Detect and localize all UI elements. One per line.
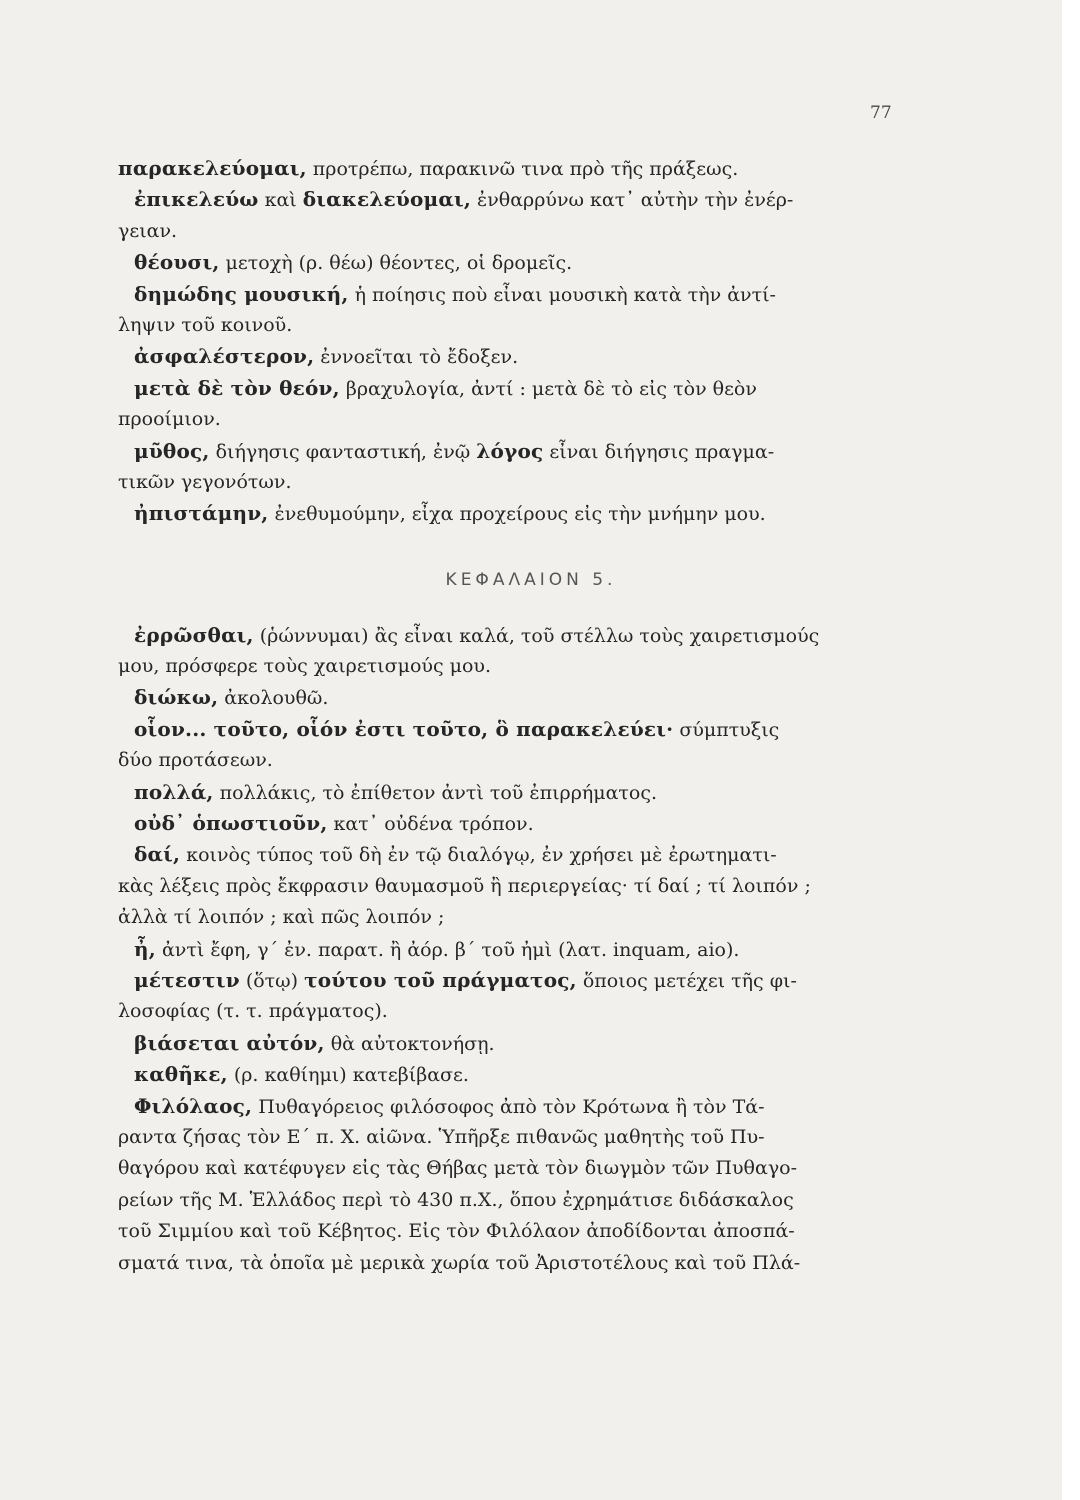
- lemma-term: μετὰ δὲ τὸν θεόν,: [134, 375, 340, 400]
- gloss-text: Πυθαγόρειος φιλόσοφος ἀπὸ τὸν Κρότωνα ἢ τὸν Τά-: [252, 1095, 765, 1118]
- lemma-term: δαί,: [134, 842, 181, 867]
- gloss-text: πολλάκις, τὸ ἐπίθετον ἀντὶ τοῦ ἐπιρρήματος.: [213, 781, 658, 804]
- glossary-entry-line: [118, 965, 894, 996]
- page-number: 77: [870, 103, 892, 123]
- gloss-text: ραντα ζήσας τὸν Ε΄ π. Χ. αἰῶνα. Ὑπῆρξε πιθανῶς μαθητὴς τοῦ Πυ-: [118, 1125, 765, 1148]
- gloss-text: τοῦ Σιμμίου καὶ τοῦ Κέβητος. Εἰς τὸν Φιλόλαον ἀποδίδονται ἀποσπά-: [118, 1220, 795, 1243]
- gloss-text: λοσοφίας (τ. τ. πράγματος).: [118, 1000, 388, 1023]
- glossary-section-before: [118, 153, 894, 530]
- lemma-term: ἠπιστάμην,: [134, 501, 269, 526]
- glossary-continuation-line: [118, 216, 894, 247]
- glossary-entry-line: [118, 1091, 894, 1122]
- lemma-term: δημώδης μουσική,: [134, 281, 349, 306]
- lemma-term: ἦ,: [134, 936, 156, 961]
- gloss-text: μου, πρόσφερε τοὺς χαιρετισμούς μου.: [118, 655, 491, 678]
- gloss-text: κοινὸς τύπος τοῦ δὴ ἐν τῷ διαλόγῳ, ἐν χρήσει μὲ ἐρωτηματι-: [180, 844, 777, 867]
- gloss-text: βραχυλογία, ἀντί : μετὰ δὲ τὸ εἰς τὸν θεὸν: [339, 377, 757, 400]
- gloss-text: κὰς λέξεις πρὸς ἔκφρασιν θαυμασμοῦ ἢ περιεργείας· τί δαί ; τί λοιπόν ;: [118, 874, 811, 897]
- lemma-term: οὐδ᾽ ὁπωστιοῦν,: [134, 811, 328, 836]
- glossary-entry-line: [118, 498, 894, 529]
- lemma-term: θέουσι,: [134, 250, 220, 275]
- glossary-continuation-line: [118, 153, 894, 184]
- gloss-text: (ὅτῳ): [239, 969, 305, 992]
- gloss-text: εἶναι διήγησις πραγμα-: [543, 440, 775, 463]
- glossary-continuation-line: [118, 996, 894, 1027]
- glossary-continuation-line: [118, 467, 894, 498]
- lemma-term: διώκω,: [134, 685, 219, 710]
- glossary-section-after: [118, 620, 894, 1279]
- glossary-continuation-line: [118, 310, 894, 341]
- glossary-entry-line: [118, 714, 894, 745]
- gloss-text: ρείων τῆς Μ. Ἑλλάδος περὶ τὸ 430 π.Χ., ὅπου ἐχρημάτισε διδάσκαλος: [118, 1188, 794, 1211]
- glossary-entry-line: [118, 808, 894, 839]
- gloss-text: θαγόρου καὶ κατέφυγεν εἰς τὰς Θήβας μετὰ τὸν διωγμὸν τῶν Πυθαγο-: [118, 1157, 798, 1180]
- text-block: [118, 153, 894, 1279]
- glossary-entry-line: [118, 184, 894, 215]
- gloss-text: σύμπτυξις: [673, 718, 780, 741]
- gloss-text: ἐνεθυμούμην, εἶχα προχείρους εἰς τὴν μνήμην μου.: [268, 503, 766, 526]
- lemma-term: καθῆκε,: [134, 1062, 228, 1087]
- lemma-term: βιάσεται αὐτόν,: [134, 1030, 325, 1055]
- glossary-entry-line: [118, 682, 894, 713]
- glossary-continuation-line: [118, 651, 894, 682]
- spacer: [118, 600, 894, 620]
- glossary-continuation-line: [118, 745, 894, 776]
- lemma-term: τούτου τοῦ πράγματος,: [304, 967, 577, 992]
- lemma-term: μέτεστιν: [134, 967, 240, 992]
- glossary-entry-line: [118, 341, 894, 372]
- gloss-text: ἀλλὰ τί λοιπόν ; καὶ πῶς λοιπόν ;: [118, 906, 445, 929]
- glossary-entry-line: [118, 934, 894, 965]
- gloss-text: καὶ: [258, 189, 303, 212]
- lemma-term: Φιλόλαος,: [134, 1093, 253, 1118]
- lemma-term: ἐρρῶσθαι,: [134, 622, 254, 647]
- glossary-entry-line: [118, 1059, 894, 1090]
- gloss-text: (ῥώννυμαι) ἂς εἶναι καλά, τοῦ στέλλω τοὺς χαιρετισμούς: [253, 624, 820, 647]
- spacer: [118, 530, 894, 560]
- gloss-text: τικῶν γεγονότων.: [118, 470, 292, 493]
- glossary-entry-line: [118, 1028, 894, 1059]
- gloss-text: κατ᾽ οὐδένα τρόπον.: [327, 813, 534, 836]
- gloss-text: προοίμιον.: [118, 408, 221, 431]
- gloss-text: μετοχὴ (ρ. θέω) θέοντες, οἱ δρομεῖς.: [219, 252, 573, 275]
- gloss-text: ἀκολουθῶ.: [218, 687, 329, 710]
- gloss-text: προτρέπω, παρακινῶ τινα πρὸ τῆς πράξεως.: [306, 158, 739, 180]
- lemma-term: παρακελεύομαι,: [118, 156, 307, 180]
- gloss-text: θὰ αὐτοκτονήσῃ.: [324, 1032, 495, 1055]
- gloss-text: ἐννοεῖται τὸ ἔδοξεν.: [314, 346, 519, 369]
- glossary-continuation-line: [118, 1122, 894, 1153]
- lemma-term: διακελεύομαι,: [302, 187, 471, 212]
- gloss-text: (ρ. καθίημι) κατεβίβασε.: [227, 1064, 469, 1087]
- lemma-term: ἀσφαλέστερον,: [134, 344, 315, 369]
- gloss-text: ἀντὶ ἔφη, γ΄ ἐν. παρατ. ἢ ἀόρ. β΄ τοῦ ἠμὶ (λατ. inquam, aio).: [155, 938, 740, 961]
- gloss-text: δύο προτάσεων.: [118, 749, 273, 772]
- glossary-continuation-line: [118, 1153, 894, 1184]
- gloss-text: ληψιν τοῦ κοινοῦ.: [118, 313, 293, 336]
- glossary-continuation-line: [118, 1185, 894, 1216]
- glossary-continuation-line: [118, 902, 894, 933]
- glossary-entry-line: [118, 839, 894, 870]
- glossary-continuation-line: [118, 871, 894, 902]
- lemma-term: ἐπικελεύω: [134, 187, 259, 212]
- glossary-entry-line: [118, 777, 894, 808]
- gloss-text: σματά τινα, τὰ ὁποῖα μὲ μερικὰ χωρία τοῦ Ἀριστοτέλους καὶ τοῦ Πλά-: [118, 1251, 801, 1274]
- glossary-continuation-line: [118, 1248, 894, 1279]
- lemma-term: μῦθος,: [134, 438, 210, 463]
- glossary-continuation-line: [118, 1216, 894, 1247]
- page-edge: [1062, 0, 1080, 1500]
- gloss-text: διήγησις φανταστική, ἐνῷ: [209, 440, 477, 463]
- chapter-heading: ΚΕΦΑΛΑΙΟΝ 5.: [445, 569, 617, 590]
- glossary-entry-line: [118, 247, 894, 278]
- glossary-continuation-line: [118, 404, 894, 435]
- lemma-term: πολλά,: [134, 779, 214, 804]
- glossary-entry-line: [118, 620, 894, 651]
- gloss-text: ὅποιος μετέχει τῆς φι-: [576, 969, 797, 992]
- lemma-term: λόγος: [476, 438, 544, 463]
- glossary-entry-line: [118, 436, 894, 467]
- gloss-text: γειαν.: [118, 219, 178, 242]
- gloss-text: ἡ ποίησις ποὺ εἶναι μουσικὴ κατὰ τὴν ἀντί-: [348, 283, 776, 306]
- gloss-text: ἐνθαρρύνω κατ᾽ αὐτὴν τὴν ἐνέρ-: [471, 189, 794, 212]
- lemma-term: οἷον... τοῦτο, οἷόν ἐστι τοῦτο, ὃ παρακελεύει·: [134, 716, 674, 741]
- glossary-entry-line: [118, 279, 894, 310]
- glossary-entry-line: [118, 373, 894, 404]
